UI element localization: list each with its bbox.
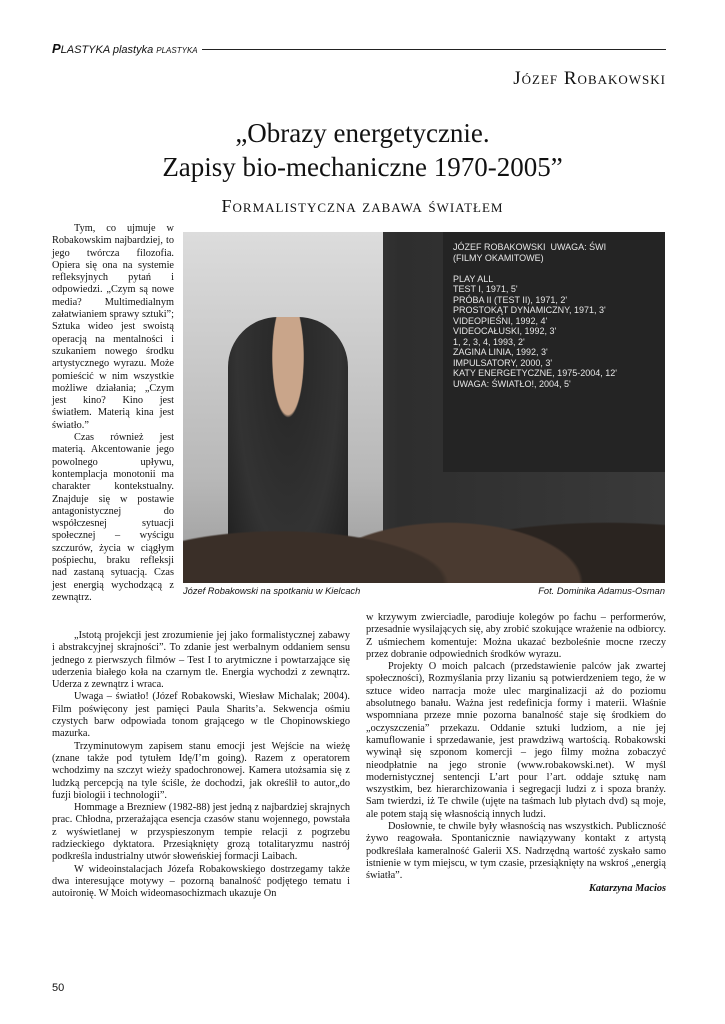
paragraph: Dosłownie, te chwile były własnością nas wszystkich. Publiczność żywo reagowała. Spontanicznie nawiązywany kontakt z artystą podkreślała kameralność Galerii XS. Nadrzędną wartość zyskało samo istnienie w tym miejscu, w tym czasie, przesiąknięty na wskroś „energią światła”. xyxy=(366,821,666,882)
running-header xyxy=(52,42,666,56)
paragraph: Tym, co ujmuje w Robakowskim najbardziej, to jego twórcza filozofia. Opiera się ona na systemie refleksyjnych pytań i odpowiedzi. „Czym są nowe media? Multimedialnym załatwianiem sprawy sztuki”; Sztuka wideo jest swoistą operacją na mentalności i szukaniem nowego środku artystycznego wyrazu. Może pomieścić w nim wszystkie możliwe działania; „Czym jest kino? Kino jest światłem. Materią kina jest światło.” xyxy=(52,223,174,431)
article-subtitle: Formalistyczna zabawa światłem xyxy=(221,196,504,216)
article-title: „Obrazy energetycznie. Zapisy bio-mechaniczne 1970-2005” xyxy=(162,118,563,182)
paragraph: w krzywym zwierciadle, parodiuje kolegów po fachu – performerów, przesadnie wysilających się, aby zrobić szokujące wrażenie na odbiorcy. Z uśmiechem komentuje: Można ukazać bezboleśnie mocne rzeczy przez dobranie odpowiednich środków wyrazu. xyxy=(366,612,666,660)
paragraph: Hommage a Brezniew (1982-88) jest jedną z najbardziej skrajnych prac. Chłodna, przerażająca esencja czasów stanu wojennego, powstała z wyświetlanej w przyspieszonym tempie relacji z pogrzebu radzieckiego dyktatora. Przesiąknięty grozą totalitaryzmu nastrój podkreśla industrialny utwór słoweńskiej formacji Laibach. xyxy=(52,802,350,863)
paragraph: Czas również jest materią. Akcentowanie jego powolnego upływu, kontemplacja monotonii ma charakter kontekstualny. Znajduje się w postawie antagonistycznej do współczesnej sytuacji społecznej – wyścigu szczurów, życia w ciągłym pośpiechu, braku refleksji nad zastaną sytuacją. Czas jest energią wychodzącą z zewnątrz. xyxy=(52,432,174,603)
event-photo xyxy=(183,232,665,583)
paragraph: Trzyminutowym zapisem stanu emocji jest Wejście na wieżę (znane także pod tytułem Idę/I’m going). Razem z operatorem wchodzimy na szczyt wieży spadochronowej. Kamera utożsamia się z ludzką percepcją na tyle ściśle, że dochodzi, jak określił to autor„do fuzji biologii i technologii”. xyxy=(52,740,350,801)
author-signature: Katarzyna Macios xyxy=(589,882,666,894)
left-column-top xyxy=(52,223,174,604)
paragraph: „Istotą projekcji jest zrozumienie jej jako formalistycznej zabawy i abstrakcyjnej skrajności”. To zdanie jest werbalnym oddaniem sensu jednego z pierwszych filmów – Test I to arytmiczne i powtarzające się uderzenia białego koła na czarnym tle. Energia wychodzi z zewnątrz. Uderza z zewnątrz i wraca. xyxy=(52,630,350,691)
paragraph: Projekty O moich palcach (przedstawienie palców jak zwartej społeczności), Rozmyślania przy lizaniu są potwierdzeniem tego, że w sztuce wideo narracja może ulec marginalizacji aż do poziomu absolutnego banału. Ważna jest redefinicja formy i materii. Właśnie wspomniana przeze mnie pozorna banalność staje się środkiem do „oczyszczenia” przekazu. Oddanie sztuki ludziom, a nie jej kamuflowanie i sprzedawanie, jest prawdziwą wartością. Robakowski wywinął się szponom komercji – jego filmy można zobaczyć nieodpłatnie na jego stronie (www.robakowski.net). W myśl modernistycznej sentencji L’art pour l’art. oddaje sztukę nam wszystkim, bez hierarchizowania i segregacji ludzi z i spoza branży. Sam twierdzi, iż Te chwile (ujęte na taśmach lub płytach dvd) są moje, ale potem stają się własnością innych ludzi. xyxy=(366,661,666,820)
photo-caption: Józef Robakowski na spotkaniu w Kielcach xyxy=(183,586,361,596)
page-number: 50 xyxy=(52,982,65,994)
section-label: PLASTYKA plastyka PLASTYKA xyxy=(52,42,202,58)
audience-figures xyxy=(183,463,665,583)
right-column xyxy=(366,612,666,895)
photo-credit: Fot. Dominika Adamus-Osman xyxy=(538,586,665,596)
author-name: Józef Robakowski xyxy=(513,68,666,89)
paragraph: W wideoinstalacjach Józefa Robakowskiego dostrzegamy także dwa interesujące motywy – pozorną banalność podjętego tematu i autoironię. W Moich wideomasochizmach ukazuje On xyxy=(52,863,350,900)
left-column-bottom xyxy=(52,630,350,901)
paragraph: Uwaga – światło! (Józef Robakowski, Wiesław Michalak; 2004). Film poświęcony jest pamięci Paula Sharits’a. Sekwencja ośmiu czystych barw odpowiada tonom grającego w tle Chopinowskiego mazurka. xyxy=(52,691,350,740)
screen-film-list: JÓZEF ROBAKOWSKI UWAGA: ŚWI (FILMY OKAMITOWE) PLAY ALL TEST I, 1971, 5' PRÓBA II (TEST II), 1971, 2' PROSTOKĄT DYNAMICZNY, 1971, 3' VIDEOPIEŚNI, 1992, 4' VIDEOCAŁUSKI, 1992, 3' 1, 2, 3, 4, 1993, 2' ZAGINA LINIA, 1992, 3' IMPULSATORY, 2000, 3' KATY ENERGETYCZNE, 1975-2004, 12' UWAGA: ŚWIATŁO!, 2004, 5' xyxy=(453,242,617,389)
